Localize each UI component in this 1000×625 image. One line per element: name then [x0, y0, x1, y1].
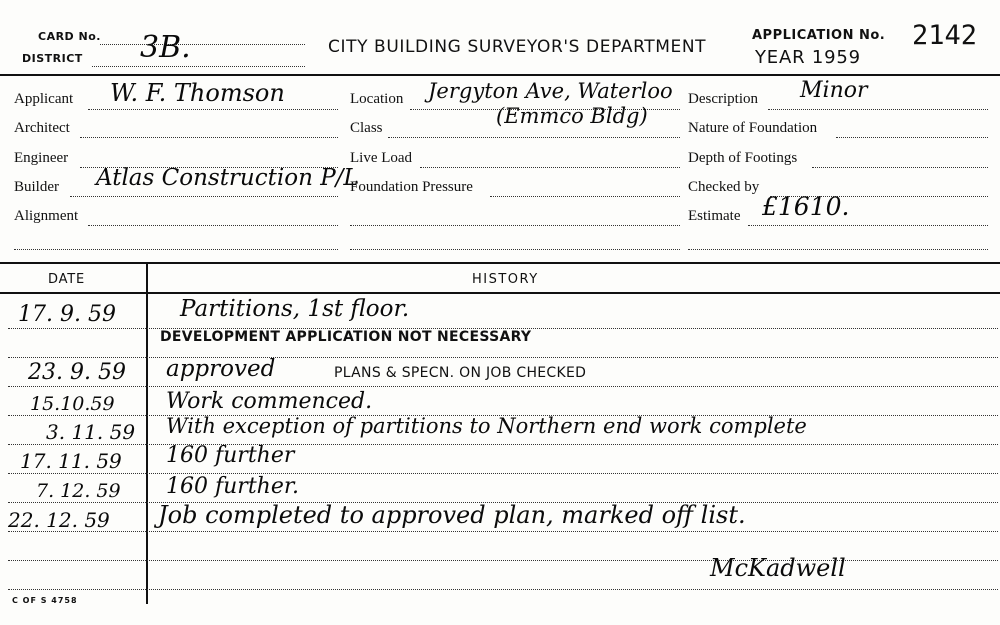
class-line	[388, 137, 680, 138]
history-row-line	[8, 589, 998, 590]
history-row-line	[8, 386, 998, 387]
history-row-line	[8, 444, 998, 445]
estimate-label: Estimate	[688, 208, 741, 224]
district-label: DISTRICT	[22, 52, 83, 65]
application-no-value: 2142	[912, 20, 978, 51]
date-column-divider	[146, 264, 148, 604]
history-date: 15.10.59	[30, 393, 115, 415]
history-row-line	[8, 357, 998, 358]
history-entry: With exception of partitions to Northern end work complete	[166, 414, 807, 438]
checked-by-label: Checked by	[688, 179, 760, 195]
architect-line	[80, 137, 338, 138]
applicant-line	[88, 109, 338, 110]
estimate-value: £1610.	[762, 192, 850, 221]
history-stamp: PLANS & SPECN. ON JOB CHECKED	[334, 365, 587, 381]
history-entry: Partitions, 1st floor.	[180, 296, 410, 322]
nature-of-foundation-label: Nature of Foundation	[688, 120, 818, 136]
history-entry: Work commenced.	[166, 389, 373, 414]
estimate-line	[748, 225, 988, 226]
date-header: DATE	[48, 272, 86, 287]
year-label: YEAR 1959	[755, 47, 861, 68]
history-date: 22. 12. 59	[8, 508, 110, 532]
history-date: 23. 9. 59	[28, 360, 126, 385]
location-label: Location	[350, 91, 404, 107]
nature-of-foundation-line	[836, 137, 988, 138]
header-rule	[0, 74, 1000, 76]
depth-of-footings-label: Depth of Footings	[688, 150, 798, 166]
alignment-line	[88, 225, 338, 226]
description-line	[768, 109, 988, 110]
applicant-value: W. F. Thomson	[110, 79, 285, 107]
history-date: 17. 9. 59	[18, 302, 116, 327]
history-header-rule	[0, 292, 1000, 294]
district-value: 3B.	[140, 30, 191, 65]
history-top-rule	[0, 262, 1000, 264]
card-no-line	[100, 44, 305, 45]
history-row-line	[8, 473, 998, 474]
history-row-line	[8, 531, 998, 532]
description-value: Minor	[800, 78, 868, 103]
signature: McKadwell	[710, 554, 846, 582]
history-header: HISTORY	[472, 272, 539, 287]
application-no-label: APPLICATION No.	[752, 28, 886, 43]
department-title: CITY BUILDING SURVEYOR'S DEPARTMENT	[328, 37, 707, 57]
form-code: C OF S 4758	[12, 596, 78, 605]
description-label: Description	[688, 91, 758, 107]
applicant-label: Applicant	[14, 91, 74, 107]
foundation-pressure-line	[490, 196, 680, 197]
history-date: 17. 11. 59	[20, 449, 122, 473]
history-date: 7. 12. 59	[36, 480, 121, 502]
history-entry: approved	[166, 356, 276, 382]
history-entry: 160 further.	[166, 474, 299, 499]
history-date: 3. 11. 59	[46, 420, 136, 444]
middle-extra-line-2	[350, 249, 680, 250]
builder-label: Builder	[14, 179, 59, 195]
live-load-line	[420, 167, 680, 168]
architect-label: Architect	[14, 120, 70, 136]
class-label: Class	[350, 120, 383, 136]
history-entry: Job completed to approved plan, marked off list.	[158, 501, 746, 529]
depth-of-footings-line	[812, 167, 988, 168]
location-value: Jergyton Ave, Waterloo	[428, 79, 673, 103]
right-extra-line	[688, 249, 988, 250]
district-line	[92, 66, 305, 67]
alignment-label: Alignment	[14, 208, 79, 224]
engineer-label: Engineer	[14, 150, 69, 166]
card-no-label: CARD No.	[38, 30, 101, 43]
history-stamp: DEVELOPMENT APPLICATION NOT NECESSARY	[160, 329, 532, 345]
live-load-label: Live Load	[350, 150, 413, 166]
left-extra-line	[14, 249, 338, 250]
foundation-pressure-label: Foundation Pressure	[350, 179, 473, 195]
middle-extra-line-1	[350, 225, 680, 226]
history-row-line	[8, 560, 998, 561]
class-value: (Emmco Bldg)	[496, 104, 648, 128]
history-entry: 160 further	[166, 443, 295, 468]
builder-line	[70, 196, 338, 197]
builder-value: Atlas Construction P/L	[96, 165, 359, 191]
